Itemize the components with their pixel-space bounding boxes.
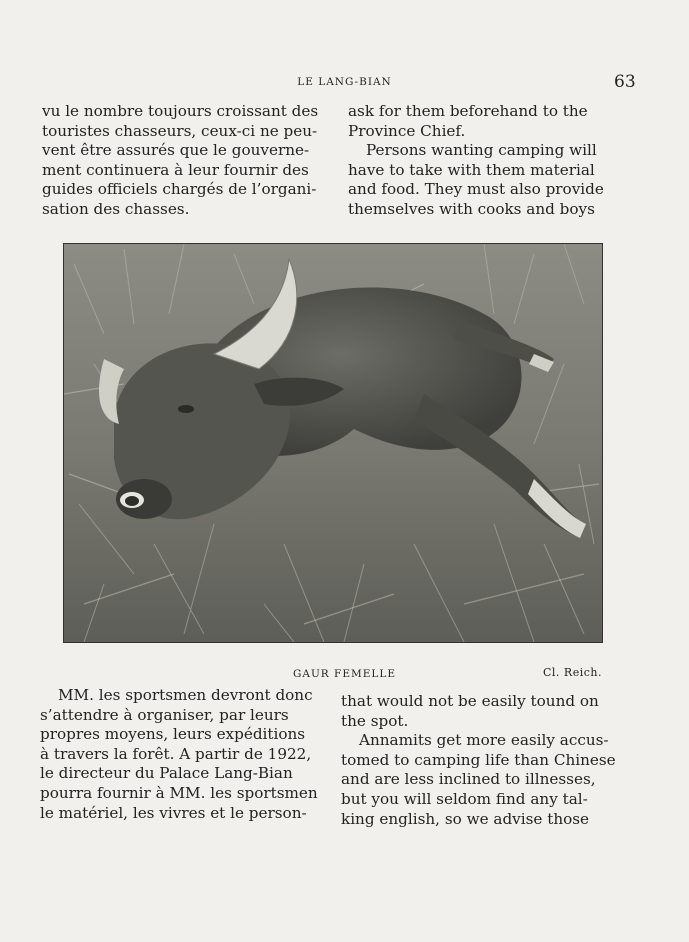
photo-credit: Cl. Reich. (543, 666, 602, 679)
text-line: that would not be easily tound on (341, 692, 599, 710)
text-line: propres moyens, leurs expéditions (40, 725, 306, 744)
gaur-photograph (63, 243, 603, 643)
running-title: LE LANG-BIAN (297, 76, 392, 88)
text-line: à travers la forêt. A partir de 1922, (40, 744, 312, 763)
text-line: pourra fournir à MM. les sportsmen (40, 783, 318, 802)
text-line: but you will seldom find any tal- (341, 789, 588, 808)
text-line: have to take with them material (348, 160, 595, 179)
text-line: guides officiels chargés de l’organi- (42, 180, 317, 199)
text-line: and food. They must also provide (348, 180, 604, 199)
text-line: MM. les sportsmen devront donc (58, 686, 313, 704)
text-line: ask for them beforehand to the (348, 102, 588, 120)
text-line: Persons wanting camping will (366, 141, 597, 160)
text-line: the spot. (341, 711, 409, 730)
text-line: sation des chasses. (42, 199, 190, 218)
text-line: ment continuera à leur fournir des (42, 160, 309, 179)
text-line: themselves with cooks and boys (348, 199, 595, 218)
top-left-column (42, 102, 326, 220)
text-line: tomed to camping life than Chinese (341, 750, 616, 769)
text-line: s’attendre à organiser, par leurs (40, 705, 289, 724)
text-line: le matériel, les vivres et le person- (40, 803, 307, 822)
page-number: 63 (614, 72, 636, 92)
figure-caption: GAUR FEMELLE (292, 668, 397, 680)
text-line: Province Chief. (348, 121, 466, 140)
text-line: vent être assurés que le gouverne- (42, 141, 310, 160)
bottom-right-column (341, 692, 626, 829)
text-line: le directeur du Palace Lang-Bian (40, 764, 293, 783)
text-line: and are less inclined to illnesses, (341, 770, 596, 789)
text-line: Annamits get more easily accus- (359, 731, 609, 750)
gaur-illustration (64, 244, 602, 642)
text-line: king english, so we advise those (341, 809, 590, 828)
bottom-left-column (40, 686, 320, 823)
text-line: vu le nombre toujours croissant des (42, 102, 319, 120)
top-right-column (348, 102, 633, 220)
text-line: touristes chasseurs, ceux-ci ne peu- (42, 121, 318, 140)
